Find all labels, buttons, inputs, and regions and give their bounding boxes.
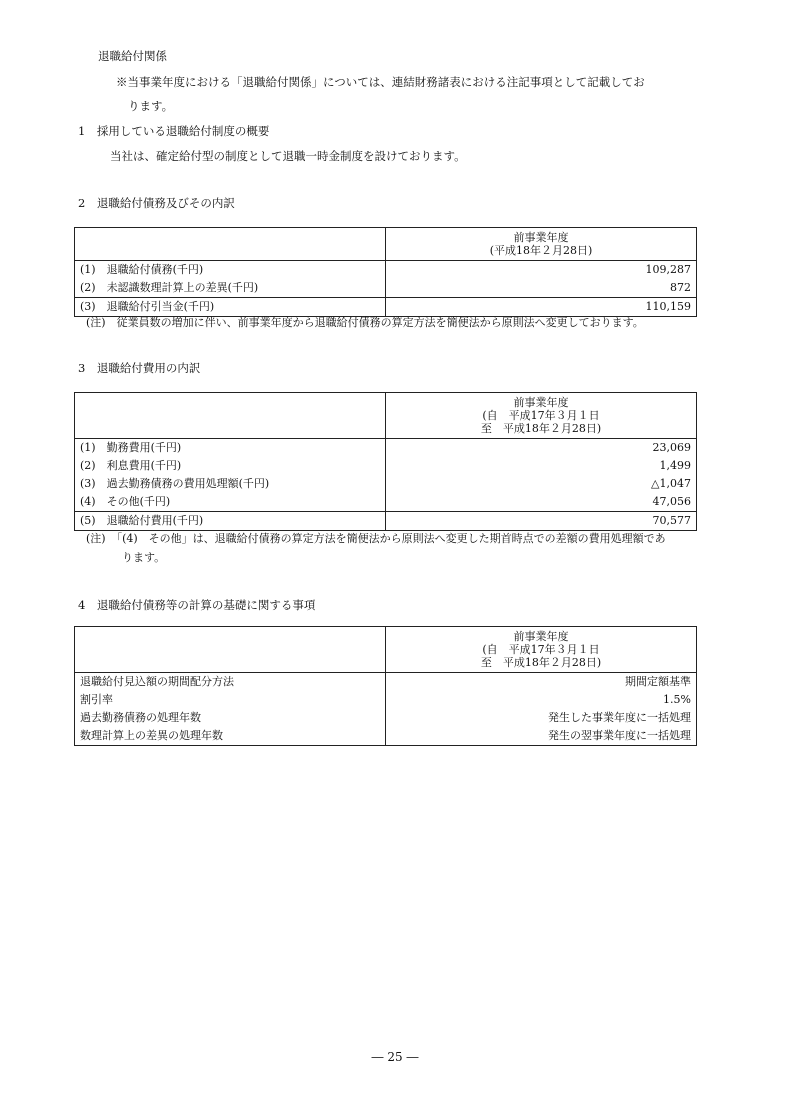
row-value: 発生の翌事業年度に一括処理 bbox=[548, 729, 691, 742]
row-value: 70,577 bbox=[386, 512, 697, 531]
table-row bbox=[75, 279, 697, 298]
row-value: 1.5% bbox=[663, 693, 691, 706]
row-label: (5) 退職給付費用(千円) bbox=[75, 512, 386, 531]
row-label: (4) その他(千円) bbox=[75, 493, 386, 512]
intro-note-line2: ります。 bbox=[128, 99, 174, 113]
table-header-row bbox=[75, 627, 697, 673]
table-row-total bbox=[75, 512, 697, 531]
table-header-row bbox=[75, 228, 697, 261]
section1-title: 1 採用している退職給付制度の概要 bbox=[78, 124, 270, 138]
row-value: △1,047 bbox=[651, 477, 691, 490]
row-label: 数理計算上の差異の処理年数 bbox=[75, 727, 386, 746]
intro-note-line1: ※当事業年度における「退職給付関係」については、連結財務諸表における注記事項として記載してお bbox=[116, 75, 645, 89]
row-label: (3) 退職給付引当金(千円) bbox=[75, 298, 386, 317]
header-line: 前事業年度 bbox=[513, 396, 569, 409]
section-heading: 退職給付関係 bbox=[98, 49, 167, 63]
row-label: (2) 利息費用(千円) bbox=[75, 457, 386, 475]
retirement-cost-table bbox=[74, 392, 697, 531]
table-row bbox=[75, 261, 697, 280]
table-row bbox=[75, 709, 697, 727]
row-label: 退職給付見込額の期間配分方法 bbox=[75, 673, 386, 692]
section2-note: (注) 従業員数の増加に伴い、前事業年度から退職給付債務の算定方法を簡便法から原則法へ変更しております。 bbox=[86, 316, 644, 329]
header-line: (自 平成17年３月１日 bbox=[482, 643, 600, 656]
header-line: (自 平成17年３月１日 bbox=[482, 409, 600, 422]
table-row-total bbox=[75, 298, 697, 317]
table-row bbox=[75, 493, 697, 512]
row-value: 23,069 bbox=[652, 441, 691, 454]
row-label: 過去勤務債務の処理年数 bbox=[75, 709, 386, 727]
header-period-cell bbox=[386, 393, 697, 439]
table-row bbox=[75, 457, 697, 475]
row-label: (1) 勤務費用(千円) bbox=[75, 439, 386, 458]
page-number: ― 25 ― bbox=[371, 1050, 419, 1064]
row-label: 割引率 bbox=[75, 691, 386, 709]
header-line: (平成18年２月28日) bbox=[489, 244, 593, 257]
row-value: 110,159 bbox=[386, 298, 697, 317]
table-row bbox=[75, 475, 697, 493]
section2-title: 2 退職給付債務及びその内訳 bbox=[78, 196, 235, 210]
section1-body: 当社は、確定給付型の制度として退職一時金制度を設けております。 bbox=[110, 149, 466, 163]
table-row bbox=[75, 727, 697, 746]
calculation-basis-table bbox=[74, 626, 697, 746]
table-row bbox=[75, 439, 697, 458]
header-period-cell bbox=[386, 228, 697, 261]
header-blank-cell bbox=[75, 228, 386, 261]
section3-title: 3 退職給付費用の内訳 bbox=[78, 361, 201, 375]
row-value: 発生した事業年度に一括処理 bbox=[548, 711, 691, 724]
row-value: 872 bbox=[670, 281, 691, 294]
row-value: 109,287 bbox=[645, 263, 691, 276]
row-label: (2) 未認識数理計算上の差異(千円) bbox=[75, 279, 386, 298]
header-line: 至 平成18年２月28日) bbox=[480, 422, 602, 435]
table-header-row bbox=[75, 393, 697, 439]
header-line: 至 平成18年２月28日) bbox=[480, 656, 602, 669]
header-blank-cell bbox=[75, 393, 386, 439]
row-value: 期間定額基準 bbox=[625, 675, 691, 688]
section3-note-line1: (注) 「(4) その他」は、退職給付債務の算定方法を簡便法から原則法へ変更した期首時点での差額の費用処理額であ bbox=[86, 532, 666, 545]
table-row bbox=[75, 691, 697, 709]
header-line: 前事業年度 bbox=[513, 231, 569, 244]
table-row bbox=[75, 673, 697, 692]
row-value: 47,056 bbox=[652, 495, 691, 508]
retirement-obligation-table bbox=[74, 227, 697, 317]
row-value: 1,499 bbox=[659, 459, 691, 472]
header-blank-cell bbox=[75, 627, 386, 673]
header-line: 前事業年度 bbox=[513, 630, 569, 643]
section4-title: 4 退職給付債務等の計算の基礎に関する事項 bbox=[78, 598, 316, 612]
header-period-cell bbox=[386, 627, 697, 673]
row-label: (3) 過去勤務債務の費用処理額(千円) bbox=[75, 475, 386, 493]
section3-note-line2: ります。 bbox=[122, 551, 166, 564]
row-label: (1) 退職給付債務(千円) bbox=[75, 261, 386, 280]
